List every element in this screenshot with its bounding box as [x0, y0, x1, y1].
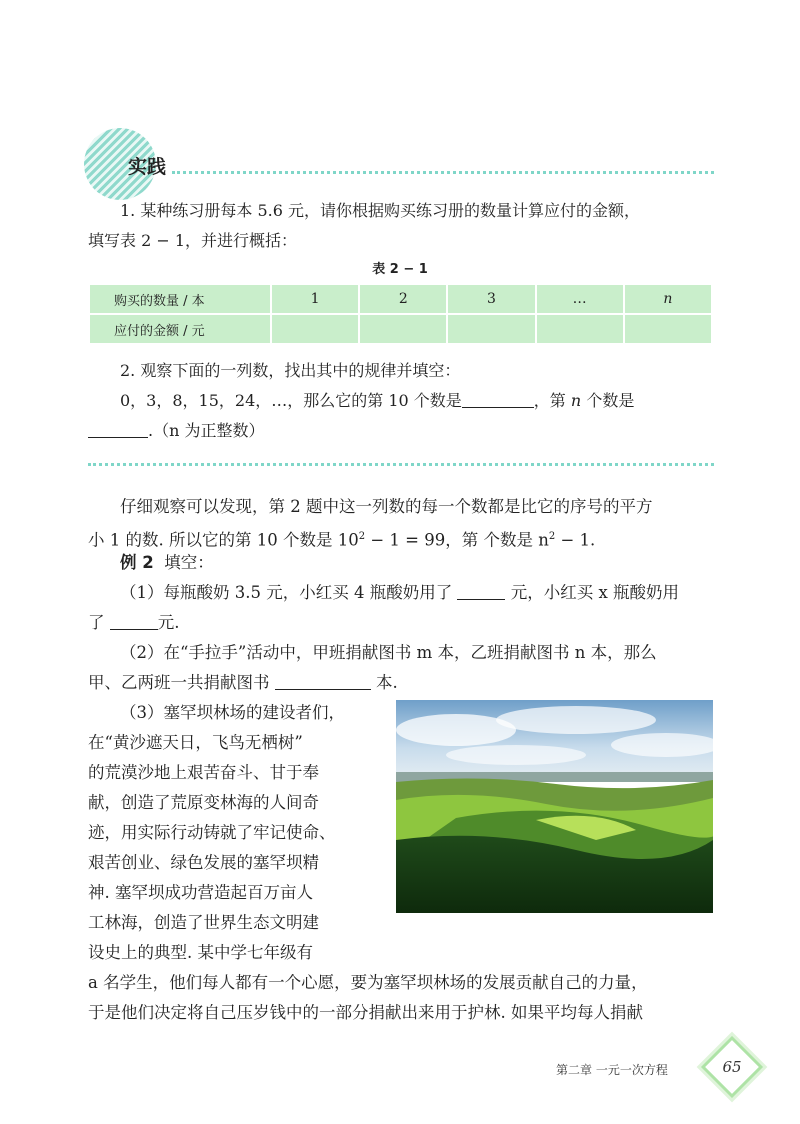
table-row [89, 314, 712, 344]
problem-1 [88, 196, 718, 256]
table-caption: 表 2 − 1 [372, 262, 428, 277]
table-cell: n [624, 284, 712, 314]
explanation-line-2: 小 1 的数. 所以它的第 10 个数是 $10^2 - 1 = 99$，第 个数是 $n^2 - 1$. [88, 530, 596, 550]
problem-2-line-3: .（n 为正整数） [88, 416, 718, 446]
item-3-line: 迹，用实际行动铸就了牢记使命、 [88, 823, 336, 842]
table-cell: 2 [359, 284, 447, 314]
item-3-full-line: a 名学生，他们每人都有一个心愿，要为塞罕坝林场的发展贡献自己的力量， [88, 973, 648, 992]
item-3-line: 神. 塞罕坝成功营造起百万亩人 [88, 883, 313, 902]
example-item-2: （2）在“手拉手”活动中，甲班捐献图书 m 本，乙班捐献图书 n 本，那么 [120, 643, 657, 662]
example-heading: 例 2 填空： [120, 553, 214, 572]
page-number: 65 [722, 1058, 742, 1076]
item-3-line: 工林海，创造了世界生态文明建 [88, 913, 319, 932]
item-3-line: 艰苦创业、绿色发展的塞罕坝精 [88, 853, 319, 872]
table-cell [536, 314, 624, 344]
table-cell: 1 [271, 284, 359, 314]
answer-blank [88, 421, 148, 438]
table-row [89, 284, 712, 314]
explanation [88, 492, 718, 556]
answer-blank [462, 391, 534, 408]
section-title: 实践 [128, 156, 167, 178]
section-divider [172, 171, 714, 174]
item-3-line: 设史上的典型. 某中学七年级有 [88, 943, 313, 962]
example-item-1-cont: 了 元. [88, 613, 180, 632]
row-header: 购买的数量 / 本 [89, 284, 271, 314]
example-item-3 [88, 698, 388, 968]
item-3-line: 的荒漠沙地上艰苦奋斗、甘于奉 [88, 763, 319, 782]
table-cell [359, 314, 447, 344]
problem-1-line-1: 1. 某种练习册每本 5.6 元，请你根据购买练习册的数量计算应付的金额， [120, 201, 640, 220]
row-header: 应付的金额 / 元 [89, 314, 271, 344]
item-3-line: （3）塞罕坝林场的建设者们， [120, 703, 345, 722]
table-cell [624, 314, 712, 344]
example-2 [88, 548, 718, 698]
example-item-1: （1）每瓶酸奶 3.5 元，小红买 4 瓶酸奶用了 元，小红买 x 瓶酸奶用 [120, 583, 680, 602]
forest-landscape-photo [396, 700, 713, 913]
item-3-line: 在“黄沙遮天日，飞鸟无栖树” [88, 733, 303, 752]
section-end-divider [88, 463, 714, 466]
table-cell [447, 314, 535, 344]
data-table [88, 283, 713, 345]
table-cell: … [536, 284, 624, 314]
problem-1-line-2: 填写表 2 − 1，并进行概括： [88, 231, 298, 250]
table-cell: 3 [447, 284, 535, 314]
explanation-line-1: 仔细观察可以发现，第 2 题中这一列数的每一个数都是比它的序号的平方 [120, 497, 653, 516]
answer-blank [457, 583, 505, 600]
item-3-line: 献，创造了荒原变林海的人间奇 [88, 793, 319, 812]
example-item-3-cont [88, 968, 718, 1028]
problem-2-line-1: 2. 观察下面的一列数，找出其中的规律并填空： [120, 361, 461, 380]
problem-2-line-2: 0，3，8，15，24，…，那么它的第 10 个数是 ，第 n 个数是 [120, 391, 635, 410]
chapter-title: 第二章 一元一次方程 [556, 1063, 668, 1077]
answer-blank [110, 613, 158, 630]
example-item-2-cont: 甲、乙两班一共捐献图书 本. [88, 673, 398, 692]
problem-2 [88, 356, 718, 446]
table-cell [271, 314, 359, 344]
answer-blank [275, 673, 371, 690]
item-3-full-line: 于是他们决定将自己压岁钱中的一部分捐献出来用于护林. 如果平均每人捐献 [88, 1003, 643, 1022]
